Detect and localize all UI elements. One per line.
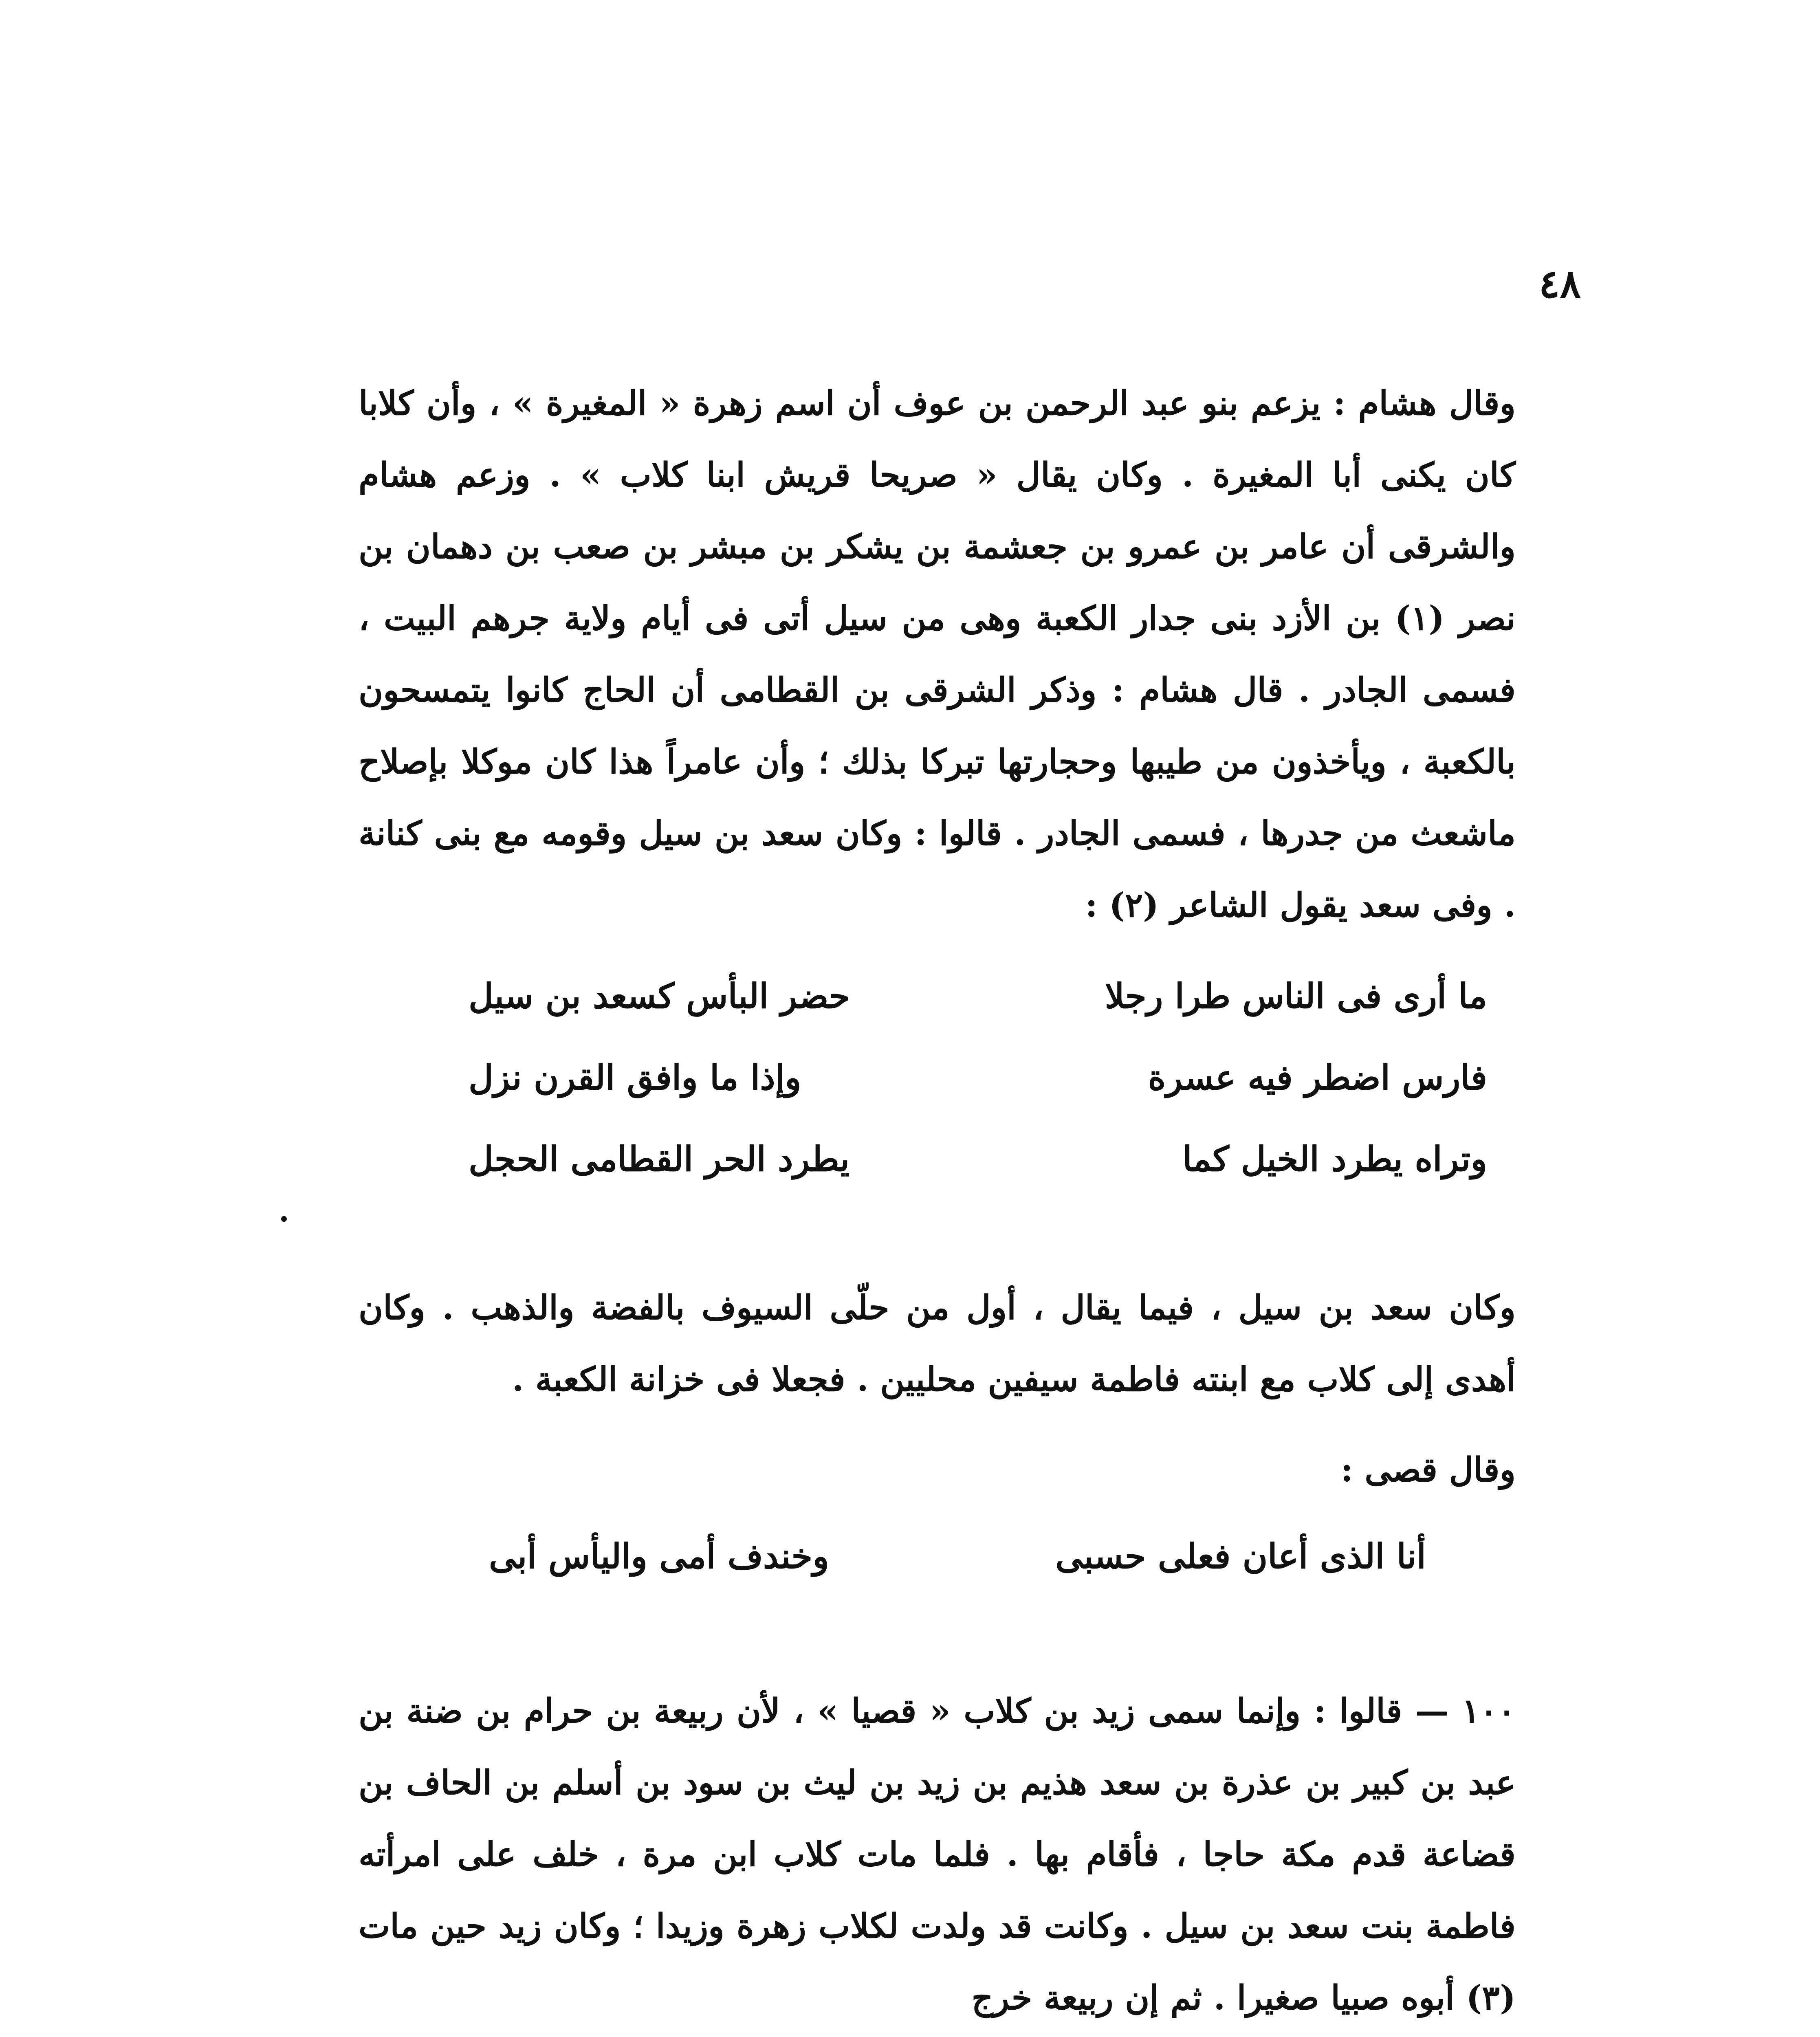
poem-verse bbox=[489, 1536, 1426, 1576]
verse-first-hemistich: ما أرى فى الناس طرا رجلا bbox=[1105, 976, 1487, 1016]
verse-first-hemistich: أنا الذى أعان فعلى حسبى bbox=[1055, 1536, 1426, 1576]
poem-verse bbox=[469, 1139, 1487, 1179]
section-paragraph: ١٠٠ — قالوا : وإنما سمى زيد بن كلاب « قصيا » ، لأن ربيعة بن حرام بن ضنة بن عبد بن كبير بن عذرة بن سعد هذيم بن زيد بن ليث بن سود بن أسلم بن الحاف بن قضاعة قدم مكة حاجا ، فأقام بها . فلما مات كلاب ابن مرة ، خلف على امرأته فاطمة بنت سعد بن سيل . وكانت قد ولدت لكلاب زهرة وزيدا ؛ وكان زيد حين مات (٣) أبوه صبيا صغيرا . ثم إن ربيعة خرج bbox=[359, 1692, 1516, 2017]
ink-speck bbox=[281, 1216, 287, 1222]
body-paragraph: وقال هشام : يزعم بنو عبد الرحمن بن عوف أن اسم زهرة « المغيرة » ، وأن كلابا كان يكنى أبا المغيرة . وكان يقال « صريحا قريش ابنا كلاب » . وزعم هشام والشرقى أن عامر بن عمرو بن جعشمة بن يشكر بن مبشر بن صعب بن دهمان بن نصر (١) بن الأزد بنى جدار الكعبة وهى من سيل أتى فى أيام ولاية جرهم البيت ، فسمى الجادر . قال هشام : وذكر الشرقى بن القطامى أن الحاج كانوا يتمسحون بالكعبة ، ويأخذون من طيبها وحجارتها تبركا بذلك ؛ وأن عامراً هذا كان موكلا بإصلاح ماشعث من جدرها ، فسمى الجادر . قالوا : وكان سعد بن سيل وقومه مع بنى كنانة . وفى سعد يقول الشاعر (٢) : bbox=[359, 384, 1516, 925]
body-paragraph: وكان سعد بن سيل ، فيما يقال ، أول من حلّى السيوف بالفضة والذهب . وكان أهدى إلى كلاب مع ابنته فاطمة سيفين محليين . فجعلا فى خزانة الكعبة . bbox=[359, 1288, 1516, 1399]
verse-second-hemistich: وإذا ما وافق القرن نزل bbox=[469, 1057, 801, 1098]
verse-second-hemistich: حضر البأس كسعد بن سيل bbox=[469, 976, 850, 1016]
page-number: ٤٨ bbox=[1538, 261, 1581, 307]
poem-verse bbox=[469, 1057, 1487, 1098]
poem-verse bbox=[469, 976, 1487, 1016]
verse-second-hemistich: وخندف أمى واليأس أبى bbox=[489, 1536, 829, 1576]
verse-introduction: وقال قصى : bbox=[1340, 1450, 1516, 1489]
verse-first-hemistich: وتراه يطرد الخيل كما bbox=[1182, 1139, 1487, 1179]
verse-first-hemistich: فارس اضطر فيه عسرة bbox=[1148, 1057, 1487, 1098]
verse-second-hemistich: يطرد الحر القطامى الحجل bbox=[469, 1139, 850, 1179]
